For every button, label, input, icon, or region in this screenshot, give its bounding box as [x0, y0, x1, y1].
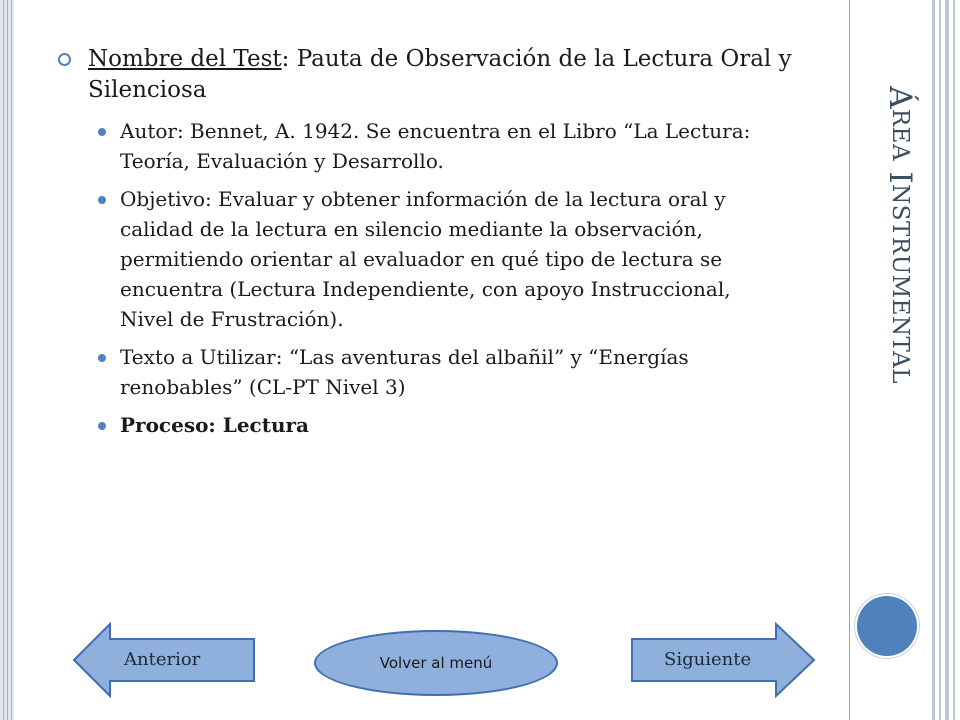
decorative-circle	[857, 596, 917, 656]
test-name-label: Nombre del Test	[88, 46, 282, 72]
bullet-dot-icon	[98, 422, 106, 430]
title-second-cap: I	[882, 171, 918, 185]
bullet-dot-icon	[98, 354, 106, 362]
bullet-dot-icon	[98, 196, 106, 204]
slide-title	[880, 45, 920, 425]
title-first-cap: Á	[882, 85, 918, 109]
title-first-rest: REA	[887, 108, 913, 162]
list-item	[120, 410, 760, 440]
list-item	[120, 184, 760, 334]
title-second-rest: NSTRUMENTAL	[887, 184, 913, 385]
test-name-text: : Pauta de Observación de la Lectura Oral y Silenciosa	[88, 46, 792, 103]
bullet-circle-icon	[58, 53, 71, 66]
slide-content	[58, 44, 818, 448]
list-item-text: Proceso: Lectura	[120, 413, 310, 437]
bullet-dot-icon	[98, 128, 106, 136]
list-item-text: Objetivo: Evaluar y obtener información de la lectura oral y calidad de la lectura en silencio mediante la observación, permitiendo orientar al evaluador en qué tipo de lectura se encuentra (Lectura Independiente, con apoyo Instruccional, Nivel de Frustración).	[120, 187, 731, 331]
next-label: Siguiente	[664, 649, 752, 670]
back-to-menu-button[interactable]	[314, 630, 558, 696]
main-bullet	[58, 44, 818, 106]
list-item	[120, 116, 760, 176]
next-button[interactable]	[630, 622, 818, 698]
prev-button[interactable]	[72, 622, 258, 698]
menu-label: Volver al menú	[379, 654, 493, 672]
list-item-text: Autor: Bennet, A. 1942. Se encuentra en el Libro “La Lectura: Teoría, Evaluación y Desarrollo.	[120, 119, 751, 173]
left-border	[0, 0, 14, 720]
prev-label: Anterior	[124, 649, 201, 670]
list-item	[120, 342, 760, 402]
list-item-text: Texto a Utilizar: “Las aventuras del albañil” y “Energías renobables” (CL-PT Nivel 3)	[120, 345, 689, 399]
sub-bullet-list	[58, 116, 818, 440]
